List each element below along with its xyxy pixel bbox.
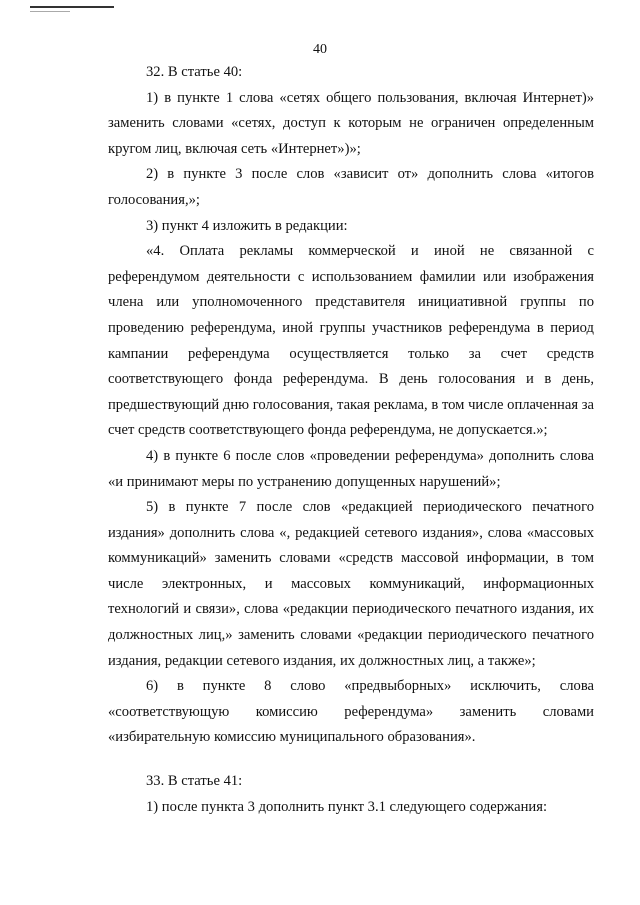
paragraph-item-33-1: 1) после пункта 3 дополнить пункт 3.1 следующего содержания:	[146, 798, 548, 815]
section-spacer	[108, 751, 594, 769]
paragraph-item-4: 4) в пункте 6 после слов «проведении референдума» дополнить слова «и принимают меры по устранению допущенных нарушений»;	[108, 447, 594, 490]
paragraph-item-3: 3) пункт 4 изложить в редакции:	[146, 217, 348, 234]
scan-artifact	[30, 6, 114, 8]
paragraph-item-6: 6) в пункте 8 слово «предвыборных» исключить, слова «соответствующую комиссию референдума» заменить словами «избирательную комиссию муниципального образования».	[108, 678, 594, 746]
paragraph-item-5: 5) в пункте 7 после слов «редакцией периодического печатного издания» дополнить слова «, редакцией сетевого издания», слова «массовых коммуникаций» заменить словами «средств массовой информации, в том числе электронных, и массовых коммуникаций, информационных технологий и связи», слова «редакции периодического печатного издания, их должностных лиц,» заменить словами «редакции периодического печатного издания, редакции сетевого издания, их должностных лиц, а также»;	[108, 499, 594, 669]
section-heading-33: 33. В статье 41:	[146, 773, 243, 790]
page-number: 40	[313, 42, 327, 57]
paragraph-quote-4: «4. Оплата рекламы коммерческой и иной не связанной с референдумом деятельности с использованием фамилии или изображения члена или уполномоченного представителя инициативной группы по проведению референдума, иной группы участников референдума в период кампании референдума осуществляется только за счет средств соответствующего фонда референдума. В день голосования и в день, предшествующий дню голосования, такая реклама, в том числе оплаченная за счет средств соответствующего фонда референдума, не допускается.»;	[108, 243, 594, 439]
paragraph-item-1: 1) в пункте 1 слова «сетях общего пользования, включая Интернет)» заменить словами «сетях, доступ к которым не ограничен определенным кругом лиц, включая сеть «Интернет»)»;	[108, 89, 594, 157]
scan-artifact	[30, 11, 70, 12]
section-heading-32: 32. В статье 40:	[146, 64, 243, 80]
document-body	[108, 60, 594, 820]
paragraph-item-2: 2) в пункте 3 после слов «зависит от» дополнить слова «итогов голосования,»;	[108, 166, 594, 208]
